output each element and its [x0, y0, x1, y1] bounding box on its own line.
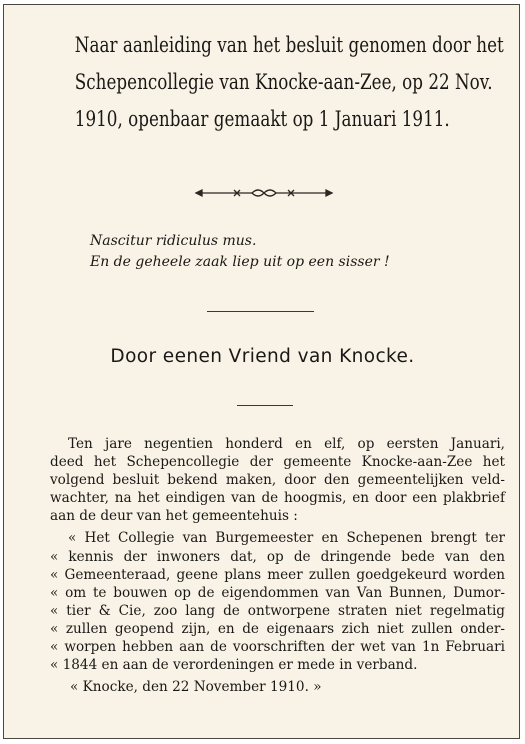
text-line: « om te bouwen op de eigendommen van Van Bunnen, Dumor-: [50, 584, 505, 601]
title-line: Schepencollegie van Knocke-aan-Zee, op 22 Nov.: [74, 70, 493, 95]
epigraph-line: En de geheele zaak liep uit op een sisser !: [90, 254, 390, 270]
epigraph-line: Nascitur ridiculus mus.: [90, 233, 257, 249]
document-page: [3, 4, 520, 739]
signoff: « Knocke, den 22 November 1910. »: [70, 679, 322, 696]
title-line: Naar aanleiding van het besluit genomen door het: [74, 33, 504, 58]
text-line: « Het Collegie van Burgemeester en Schepenen brengt ter: [68, 530, 505, 547]
text-line: deed het Schepencollegie der gemeente Knocke-aan-Zee het: [50, 454, 505, 471]
horizontal-rule: [237, 405, 293, 406]
text-line: wachter, na het eindigen van de hoogmis, en door een plakbrief: [50, 490, 505, 507]
text-line: « zullen geopend zijn, en de eigenaars zich niet zullen onder-: [50, 620, 505, 637]
page-title: [74, 27, 504, 138]
body-text: [50, 435, 505, 696]
decree-quote: [50, 529, 505, 674]
text-line: « kennis der inwoners dat, op de dringende bede van den: [50, 548, 505, 565]
text-line: « tier & Cie, zoo lang de ontworpene straten niet regelmatig: [50, 602, 505, 619]
horizontal-rule: [207, 311, 314, 312]
text-line: aan de deur van het gemeentehuis :: [50, 508, 298, 525]
text-line: « Gemeenteraad, geene plans meer zullen goedgekeurd worden: [50, 566, 505, 583]
text-line: Ten jare negentien honderd en elf, op eersten Januari,: [68, 436, 505, 452]
title-line: 1910, openbaar gemaakt op 1 Januari 1911.: [74, 107, 450, 132]
subtitle: Door eenen Vriend van Knocke.: [110, 346, 415, 367]
text-line: volgend besluit bekend maken, door den gemeentelijken veld-: [50, 472, 505, 489]
text-line: « worpen hebben aan de voorschriften der wet van 1n Februari: [50, 639, 505, 656]
ornament-divider-icon: [194, 185, 334, 201]
epigraph: [90, 231, 390, 273]
intro-paragraph: [50, 435, 505, 525]
text-line: « 1844 en aan de verordeningen er mede in verband.: [50, 657, 418, 674]
